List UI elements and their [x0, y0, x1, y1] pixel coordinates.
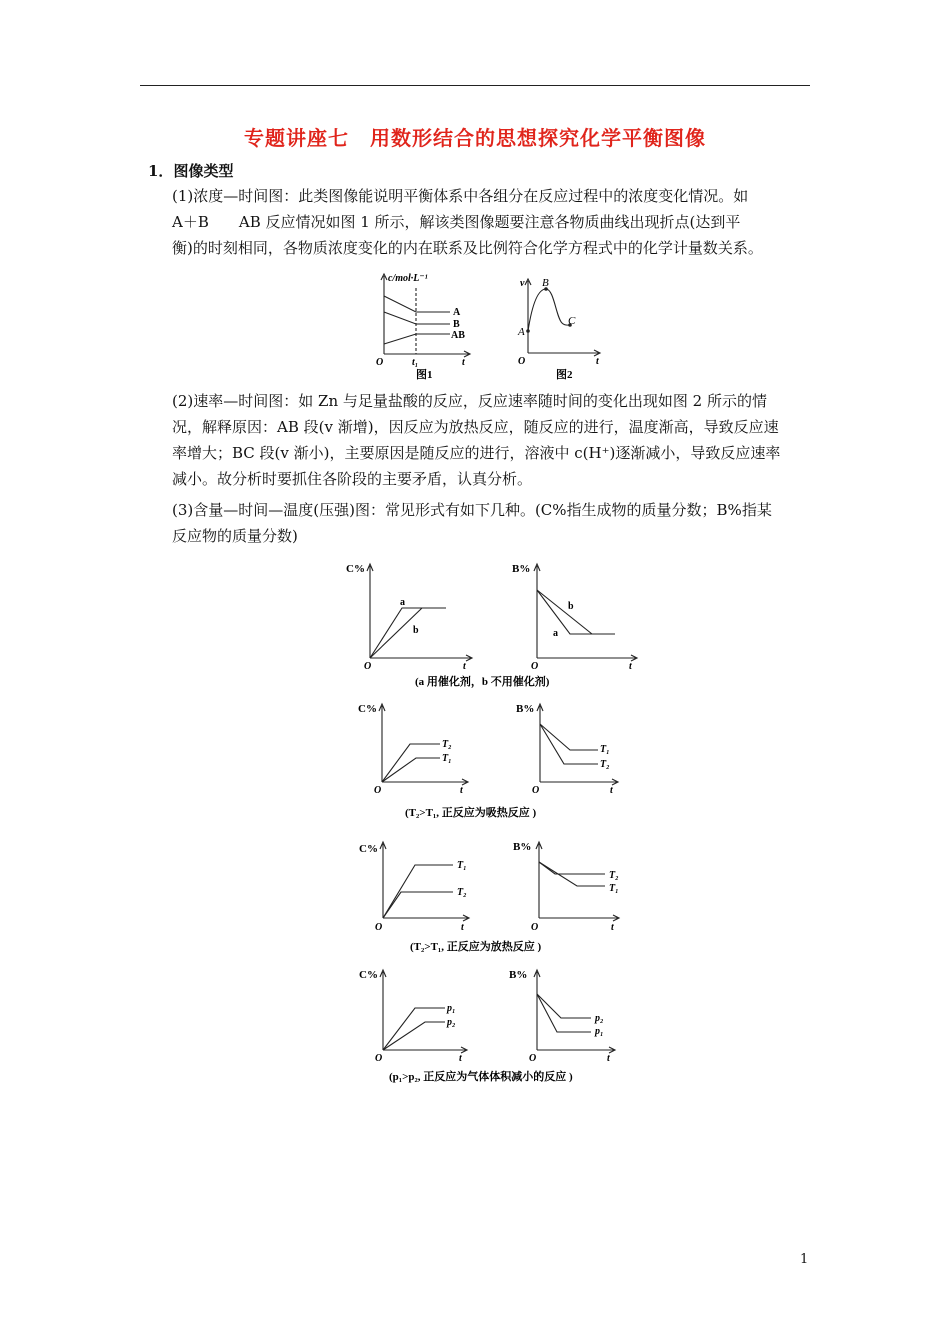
row2-right-origin: O — [532, 785, 540, 796]
row2-caption: (T₂>T₁, 正反应为吸热反应 ) — [405, 807, 537, 819]
row2-left-x-label: t — [460, 785, 463, 796]
row3-right-label-upper: T₂ — [609, 870, 619, 881]
figure-2-rate-time — [512, 275, 612, 380]
row4-left-origin: O — [375, 1053, 383, 1064]
paragraph-3 — [172, 497, 812, 549]
fig1-curve-A — [384, 296, 450, 312]
row1-caption: (a 用催化剂，b 不用催化剂) — [415, 676, 550, 688]
row2-left-label-lower: T₁ — [442, 753, 452, 764]
fig1-caption: 图1 — [416, 369, 433, 380]
fig2-label-A: A — [518, 326, 525, 338]
section-heading — [148, 160, 233, 181]
paragraph-1 — [172, 183, 812, 261]
fig1-label-AB: AB — [451, 330, 465, 341]
row4-left-curve-lower — [383, 1022, 445, 1050]
row4-right-label-lower: p₁ — [595, 1026, 604, 1037]
row1-right-label-a: a — [553, 628, 558, 639]
fig1-label-B: B — [453, 319, 460, 330]
page-number: 1 — [800, 1252, 809, 1267]
row1-left-curve-a — [370, 608, 446, 658]
row3-right-x-label: t — [611, 922, 614, 933]
fig1-y-label: c/mol·L⁻¹ — [388, 273, 428, 284]
row1-right-origin: O — [531, 661, 539, 672]
row1-left-x-label: t — [463, 661, 466, 672]
row4-right-curve-lower — [537, 994, 591, 1032]
paragraph-2-line-3: 率增大；BC 段(v 渐小)，主要原因是随反应的进行，溶液中 c(H⁺)逐渐减小，导致反应速率 — [172, 444, 781, 462]
row3-left-y-label: C% — [359, 843, 378, 855]
fig2-y-label: v — [520, 278, 525, 289]
figure-row-4-pressure — [355, 964, 635, 1088]
row3-left-origin: O — [375, 922, 383, 933]
row4-right-origin: O — [529, 1053, 537, 1064]
row2-left-y-label: C% — [358, 703, 377, 715]
row1-right-curve-a — [537, 590, 615, 634]
row4-right-x-label: t — [607, 1053, 610, 1064]
row3-right-y-label: B% — [513, 841, 532, 853]
row4-caption: (p₁>p₂, 正反应为气体体积减小的反应 ) — [389, 1071, 573, 1083]
row4-left-x-label: t — [459, 1053, 462, 1064]
figure-1-concentration-time — [370, 268, 480, 380]
row4-right-curve-upper — [537, 994, 591, 1018]
fig2-rate-curve — [528, 289, 570, 331]
fig1-x-label: t — [462, 357, 465, 368]
row3-left-label-lower: T₂ — [457, 887, 467, 898]
row2-left-label-upper: T₂ — [442, 739, 452, 750]
paragraph-1-line-3: 衡)的时刻相同，各物质浓度变化的内在联系及比例符合化学方程式中的化学计量数关系。 — [172, 239, 763, 257]
row2-right-curve-upper — [540, 724, 598, 750]
row2-right-label-upper: T₁ — [600, 744, 610, 755]
paragraph-3-line-2: 反应物的质量分数) — [172, 527, 298, 545]
fig2-point-A — [526, 329, 530, 333]
paragraph-2-line-2: 况，解释原因：AB 段(v 渐增)，因反应为放热反应，随反应的进行，温度渐高，导致反应速 — [172, 418, 779, 436]
figure-row-1-catalyst — [340, 558, 650, 694]
row4-left-y-label: C% — [359, 969, 378, 981]
paragraph-1-line-2: A＋B AB 反应情况如图 1 所示，解该类图像题要注意各物质曲线出现折点(达到平 — [172, 213, 741, 231]
row3-right-label-lower: T₁ — [609, 883, 619, 894]
row1-left-label-b: b — [413, 625, 419, 636]
row4-left-label-upper: p₁ — [447, 1003, 456, 1014]
row1-right-label-b: b — [568, 601, 574, 612]
row2-left-origin: O — [374, 785, 382, 796]
fig2-label-B: B — [542, 277, 549, 289]
fig1-t1-label: t₁ — [412, 357, 419, 368]
fig2-x-label: t — [596, 356, 599, 367]
fig2-origin: O — [518, 356, 526, 367]
fig1-origin: O — [376, 357, 384, 368]
section-number: 1． — [148, 162, 174, 180]
fig2-caption: 图2 — [556, 369, 573, 380]
fig2-label-C: C — [568, 315, 576, 327]
row3-left-curve-lower — [383, 892, 453, 918]
row1-right-y-label: B% — [512, 563, 531, 575]
paragraph-2 — [172, 388, 812, 492]
figure-row-2-endothermic — [350, 700, 630, 824]
row4-right-y-label: B% — [509, 969, 528, 981]
fig1-curve-AB — [384, 334, 450, 344]
row3-caption: (T₂>T₁, 正反应为放热反应 ) — [410, 941, 542, 953]
row2-right-curve-lower — [540, 724, 598, 764]
row4-left-label-lower: p₂ — [447, 1017, 456, 1028]
top-rule — [140, 85, 810, 86]
row3-left-x-label: t — [461, 922, 464, 933]
fig1-curve-B — [384, 312, 450, 324]
figure-row-3-exothermic — [355, 838, 635, 958]
row1-left-origin: O — [364, 661, 372, 672]
paragraph-2-line-1: (2)速率—时间图：如 Zn 与足量盐酸的反应，反应速率随时间的变化出现如图 2 所示的情 — [172, 392, 767, 410]
row2-right-x-label: t — [610, 785, 613, 796]
row1-left-label-a: a — [400, 597, 405, 608]
paragraph-2-line-4: 减小。故分析时要抓住各阶段的主要矛盾，认真分析。 — [172, 470, 533, 488]
row3-right-origin: O — [531, 922, 539, 933]
section-label: 图像类型 — [173, 162, 234, 180]
row1-right-x-label: t — [629, 661, 632, 672]
row1-left-y-label: C% — [346, 563, 365, 575]
row4-right-label-upper: p₂ — [595, 1013, 604, 1024]
row2-right-label-lower: T₂ — [600, 759, 610, 770]
row3-left-label-upper: T₁ — [457, 860, 467, 871]
row2-right-y-label: B% — [516, 703, 535, 715]
fig1-label-A: A — [453, 307, 461, 318]
paragraph-3-line-1: (3)含量—时间—温度(压强)图：常见形式有如下几种。(C%指生成物的质量分数；B%指某 — [172, 501, 772, 519]
page-title: 专题讲座七 用数形结合的思想探究化学平衡图像 — [244, 126, 706, 150]
paragraph-1-line-1: (1)浓度—时间图：此类图像能说明平衡体系中各组分在反应过程中的浓度变化情况。如 — [172, 187, 749, 205]
